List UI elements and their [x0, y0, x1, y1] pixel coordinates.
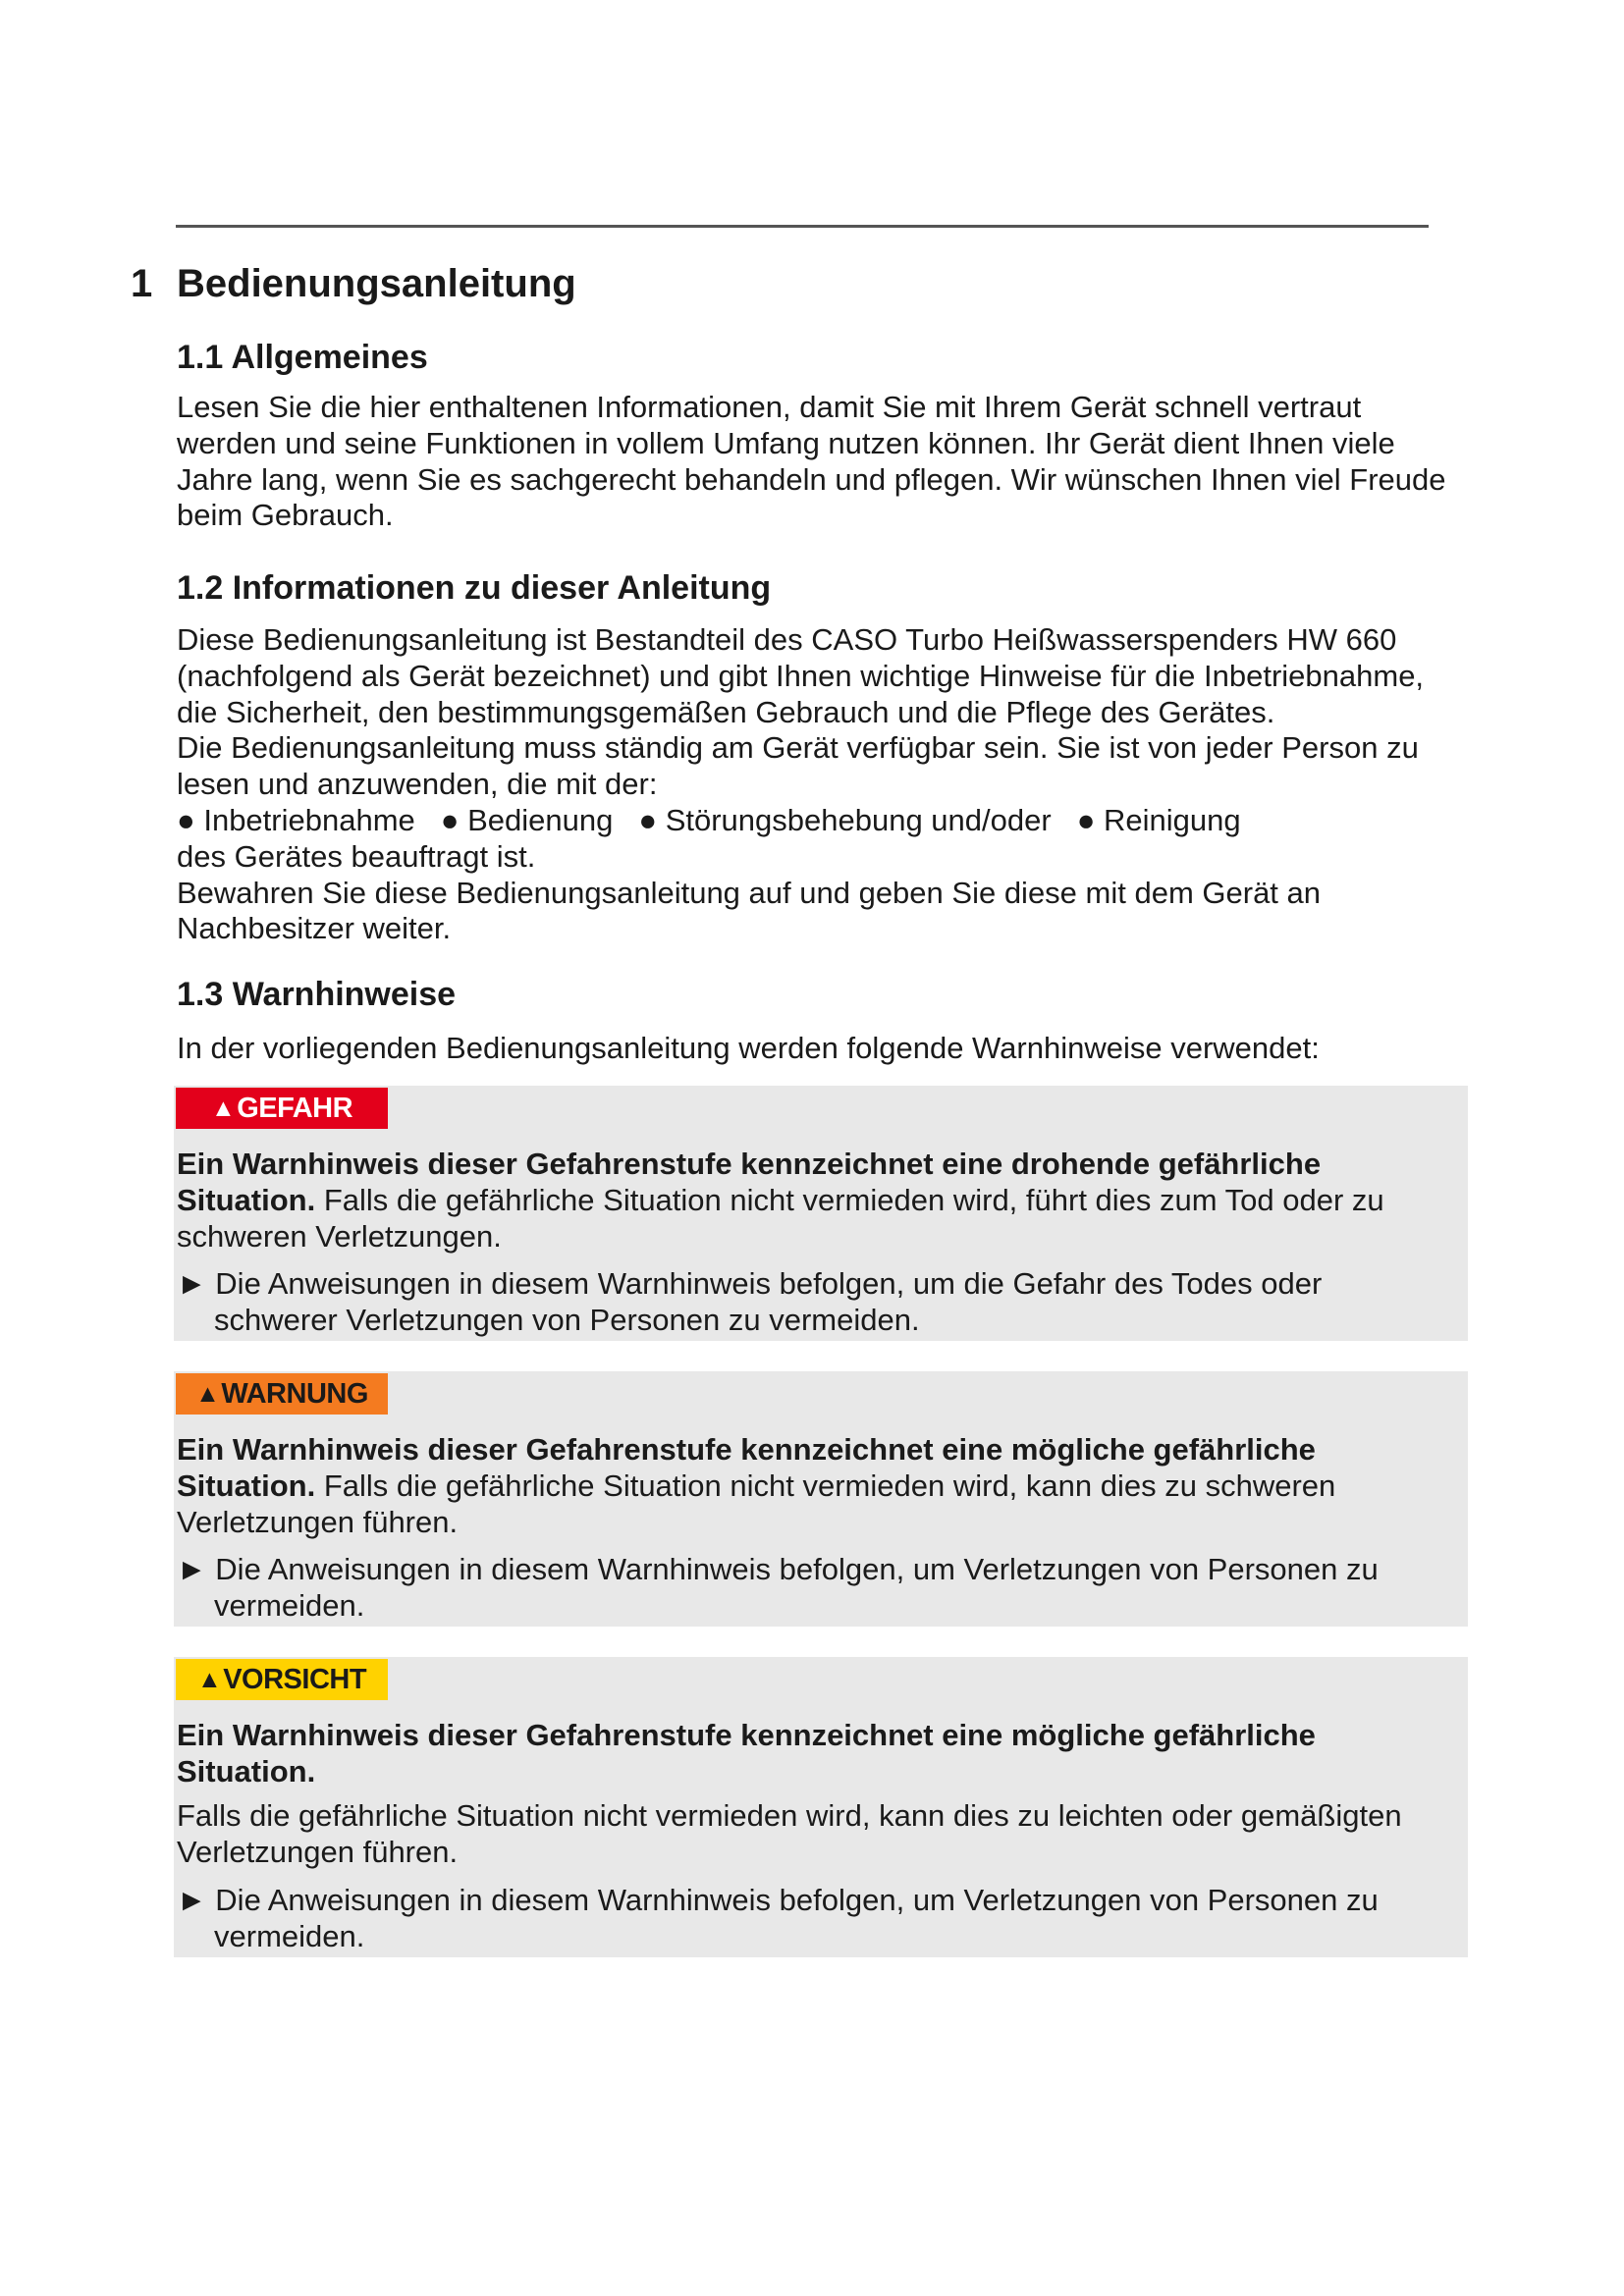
chapter-title: Bedienungsanleitung: [177, 262, 576, 305]
warning-instruction: [177, 1552, 1453, 1625]
section-heading-general: 1.1 Allgemeines: [177, 339, 428, 376]
caution-instruction: [177, 1883, 1453, 1955]
warning-triangle-icon: ▲: [196, 1666, 222, 1693]
text-bold: Situation.: [177, 1468, 316, 1503]
text-line: Nachbesitzer weiter.: [177, 911, 452, 946]
text-line: Falls die gefährliche Situation nicht vermieden wird, führt dies zum Tod oder zu: [315, 1182, 1384, 1217]
caution-consequence: [177, 1798, 1453, 1871]
bullet-item: ● Reinigung: [1076, 802, 1241, 837]
caution-notice: [174, 1657, 1468, 1957]
bullet-item: ● Inbetriebnahme: [177, 802, 415, 837]
warning-triangle-icon: ▲: [195, 1380, 220, 1408]
general-paragraph: [177, 390, 1473, 534]
instruction-line: vermeiden.: [214, 1918, 365, 1953]
warning-badge: [176, 1373, 388, 1415]
text-line: Die Bedienungsanleitung muss ständig am Gerät verfügbar sein. Sie ist von jeder Person zu: [177, 730, 1419, 766]
warnings-intro: [177, 1031, 1473, 1067]
bullet-list: [177, 803, 1473, 839]
caution-description: [177, 1718, 1453, 1790]
text-line: schweren Verletzungen.: [177, 1218, 502, 1254]
text-line: Falls die gefährliche Situation nicht vermieden wird, kann dies zu schweren: [315, 1468, 1336, 1503]
instruction-line: ► Die Anweisungen in diesem Warnhinweis befolgen, um Verletzungen von Personen zu: [177, 1883, 1379, 1917]
caution-badge: [176, 1659, 388, 1700]
badge-label: WARNUNG: [221, 1378, 368, 1410]
text-line: In der vorliegenden Bedienungsanleitung werden folgende Warnhinweise verwendet:: [177, 1031, 1320, 1065]
instruction-line: vermeiden.: [214, 1587, 365, 1623]
about-manual-paragraph: [177, 622, 1473, 947]
section-heading-warnings: 1.3 Warnhinweise: [177, 976, 457, 1013]
warning-triangle-icon: ▲: [210, 1095, 236, 1122]
bullet-item: ● Bedienung: [440, 802, 614, 837]
text-line: Situation.: [177, 1753, 316, 1789]
text-line: Verletzungen führen.: [177, 1504, 459, 1539]
danger-instruction: [177, 1266, 1453, 1339]
text-line: Ein Warnhinweis dieser Gefahrenstufe kennzeichnet eine mögliche gefährliche: [177, 1718, 1316, 1752]
warning-description: [177, 1432, 1453, 1540]
text-line: Bewahren Sie diese Bedienungsanleitung auf und geben Sie diese mit dem Gerät an: [177, 875, 1322, 910]
text-line: Ein Warnhinweis dieser Gefahrenstufe kennzeichnet eine drohende gefährliche: [177, 1147, 1322, 1181]
text-line: (nachfolgend als Gerät bezeichnet) und gibt Ihnen wichtige Hinweise für die Inbetriebnahme,: [177, 658, 1425, 693]
text-line: die Sicherheit, den bestimmungsgemäßen Gebrauch und die Pflege des Gerätes.: [177, 694, 1275, 729]
danger-notice: [174, 1086, 1468, 1341]
warning-notice: [174, 1371, 1468, 1627]
badge-label: VORSICHT: [223, 1664, 367, 1695]
text-line: werden und seine Funktionen in vollem Umfang nutzen können. Ihr Gerät dient Ihnen viele: [177, 425, 1395, 460]
text-bold: Situation.: [177, 1182, 316, 1217]
text-line: Falls die gefährliche Situation nicht vermieden wird, kann dies zu leichten oder gemäßigten: [177, 1798, 1402, 1833]
instruction-line: ► Die Anweisungen in diesem Warnhinweis befolgen, um die Gefahr des Todes oder: [177, 1266, 1323, 1301]
badge-label: GEFAHR: [237, 1093, 353, 1124]
bullet-item: ● Störungsbehebung und/oder: [638, 802, 1052, 837]
section-heading-about-manual: 1.2 Informationen zu dieser Anleitung: [177, 569, 772, 607]
danger-description: [177, 1147, 1453, 1255]
chapter-number: 1: [131, 262, 153, 305]
text-line: des Gerätes beauftragt ist.: [177, 838, 536, 874]
text-line: Diese Bedienungsanleitung ist Bestandteil des CASO Turbo Heißwasserspenders HW 660: [177, 622, 1397, 657]
text-line: lesen und anzuwenden, die mit der:: [177, 767, 658, 802]
instruction-line: ► Die Anweisungen in diesem Warnhinweis befolgen, um Verletzungen von Personen zu: [177, 1552, 1379, 1586]
text-line: Ein Warnhinweis dieser Gefahrenstufe kennzeichnet eine mögliche gefährliche: [177, 1432, 1316, 1467]
text-line: beim Gebrauch.: [177, 498, 394, 533]
top-rule: [176, 225, 1429, 228]
text-line: Verletzungen führen.: [177, 1834, 459, 1869]
text-line: Lesen Sie die hier enthaltenen Informationen, damit Sie mit Ihrem Gerät schnell vertraut: [177, 390, 1362, 424]
danger-badge: [176, 1088, 388, 1129]
text-line: Jahre lang, wenn Sie es sachgerecht behandeln und pflegen. Wir wünschen Ihnen viel Freude: [177, 461, 1446, 497]
chapter-heading: [131, 257, 576, 310]
instruction-line: schwerer Verletzungen von Personen zu vermeiden.: [214, 1302, 920, 1337]
